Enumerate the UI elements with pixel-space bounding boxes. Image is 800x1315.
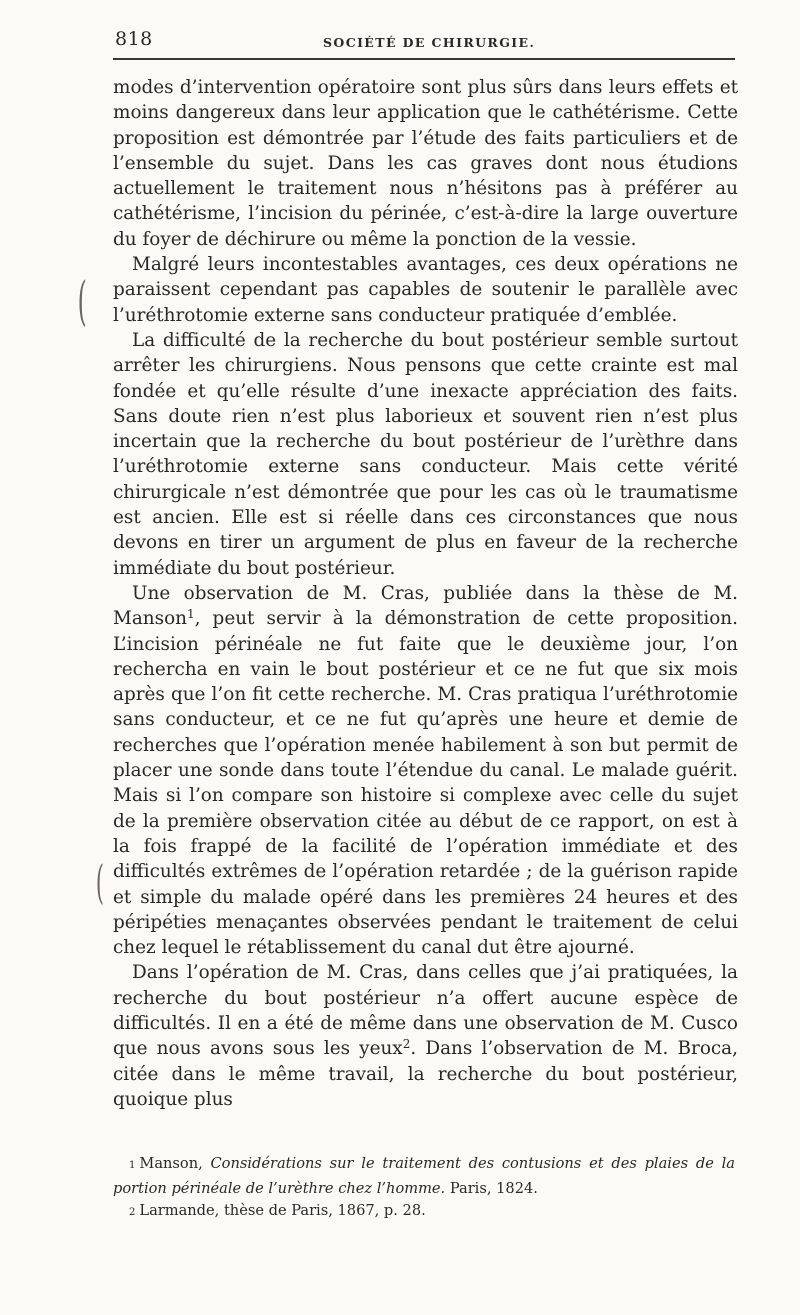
footnote-imprint: Paris, 1824. xyxy=(449,1179,538,1197)
margin-bracket-mark: ( xyxy=(95,855,105,909)
page-number: 818 xyxy=(115,28,153,50)
footnote-number: 2 xyxy=(129,1207,136,1218)
paragraph-5-text-b: . Dans l’observation de M. Broca, citée dans le même travail, la recherche du bout postérieur, quoique plus xyxy=(113,1038,738,1110)
page-header xyxy=(113,22,735,60)
body-text xyxy=(113,75,738,1112)
paragraph-3: La difficulté de la recherche du bout postérieur semble surtout arrêter les chirurgiens. Nous pensons que cette crainte est mal fondée et qu’elle résulte d’une inexacte appréciation des faits. Sans doute rien n’est plus laborieux et souvent rien n’est plus incertain que la recherche du bout postérieur de l’urèthre dans l’uréthrotomie externe sans conducteur. Mais cette vérité chirurgicale n’est démontrée que pour les cas où le traumatisme est ancien. Elle est si réelle dans ces circonstances que nous devons en tirer un argument de plus en faveur de la recherche immédiate du bout postérieur. xyxy=(113,329,738,579)
paragraph-2: Malgré leurs incontestables avantages, ces deux opérations ne paraissent cependant pas capables de soutenir le parallèle avec l’uréthrotomie externe sans conducteur pratiquée d’emblée. xyxy=(113,254,738,326)
margin-bracket-mark: ( xyxy=(77,272,87,332)
footnote-1 xyxy=(113,1153,735,1200)
paragraph-1: modes d’intervention opératoire sont plus sûrs dans leurs effets et moins dangereux dans leur application que le cathétérisme. Cette proposition est démontrée par l’étude des faits particuliers et de l’ensemble du sujet. Dans les cas graves dont nous étudions actuellement le traitement nous n’hésitons pas à préférer au cathétérisme, l’incision du périnée, c’est-à-dire la large ouverture du foyer de déchirure ou même la ponction de la vessie. xyxy=(113,77,738,250)
running-title: SOCIÉTÉ DE CHIRURGIE. xyxy=(323,35,536,50)
footnote-2 xyxy=(113,1200,735,1225)
paragraph-4-text-a: Une observation de M. Cras, publiée dans la thèse de M. Manson xyxy=(113,582,738,630)
footnote-author: Manson, xyxy=(139,1155,203,1172)
paragraph-5 xyxy=(113,960,738,1112)
paragraph-4 xyxy=(113,581,738,960)
paragraph-5-text-a: Dans l’opération de M. Cras, dans celles que j’ai pratiquées, la recherche du bout postérieur n’a offert aucune espèce de difficultés. Il en a été de même dans une observation de M. Cusco que nous avons sous les yeux xyxy=(113,962,738,1060)
footnote-text: Larmande, thèse de Paris, 1867, p. 28. xyxy=(139,1202,426,1219)
paragraph-4-text-b: , peut servir à la démonstration de cette proposition. L’incision périnéale ne fut faite que le deuxième jour, l’on rechercha en vain le bout postérieur et ce ne fut que six mois après que l’on fit cette recherche. M. Cras pratiqua l’uréthrotomie sans conducteur, et ce ne fut qu’après une heure et demie de recherches que l’opération menée habilement à son but permit de placer une sonde dans toute l’étendue du canal. Le malade guérit. Mais si l’on compare son histoire si complexe avec celle du sujet de la première observation citée au début de ce rapport, on est à la fois frappé de la facilité de l’opération immédiate et des difficultés extrêmes de l’opération retardée ; de la guérison rapide et simple du malade opéré dans les premières 24 heures et des péripéties menaçantes observées pendant le traitement de celui chez lequel le rétablissement du canal dut être ajourné. xyxy=(113,608,738,959)
footnote-number: 1 xyxy=(129,1160,136,1171)
footnote-work-title: Considérations sur le traitement des contusions et des plaies de la portion périnéale de l’urèthre chez l’homme. xyxy=(113,1155,735,1197)
footnotes xyxy=(113,1153,735,1225)
footnote-ref-1: 1 xyxy=(187,607,195,622)
footnote-ref-2: 2 xyxy=(402,1037,411,1052)
